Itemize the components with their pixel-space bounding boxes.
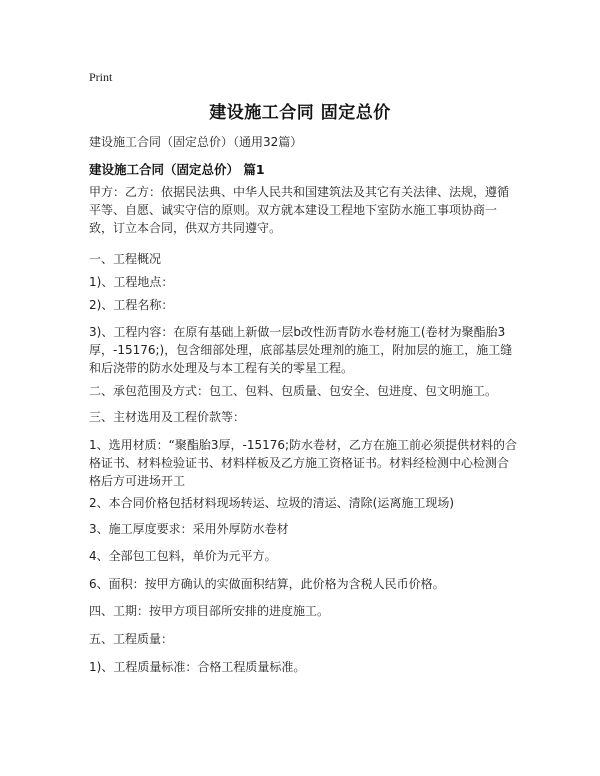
document-title: 建设施工合同 固定总价 [209, 103, 391, 123]
paragraph-project-overview: 一、工程概况 [89, 252, 162, 266]
document-subtitle: 建设施工合同（固定总价）（通用32篇） [89, 135, 303, 149]
paragraph-materials-price: 三、主材选用及工程价款等： [89, 410, 246, 424]
paragraph-project-content: 3)、工程内容：在原有基础上新做一层b改性沥青防水卷材施工(卷材为聚酯胎3厚，-15176;)，包含细部处理，底部基层处理剂的施工，附加层的施工，施工缝和后浇带的防水处理及与本工程有关的零星工程。 [89, 325, 513, 375]
paragraph-schedule: 四、工期：按甲方项目部所安排的进度施工。 [89, 604, 330, 618]
paragraph-thickness: 3、施工厚度要求：采用外厚防水卷材 [89, 522, 289, 536]
paragraph-quality-standard: 1)、工程质量标准：合格工程质量标准。 [89, 660, 306, 674]
paragraph-price-inclusions: 2、本合同价格包括材料现场转运、垃圾的清运、清除(运离施工现场) [89, 496, 455, 510]
paragraph-contract-scope: 二、承包范围及方式：包工、包料、包质量、包安全、包进度、包文明施工。 [89, 384, 498, 398]
section-heading: 建设施工合同（固定总价） 篇1 [89, 162, 265, 177]
paragraph-project-name: 2)、工程名称： [89, 298, 174, 312]
paragraph-unit-price: 4、全部包工包料，单价为元平方。 [89, 549, 277, 563]
paragraph-material-selection: 1、选用材质：“聚酯胎3厚，-15176;防水卷材，乙方在施工前必须提供材料的合格证书、材料检验证书、材料样板及乙方施工资格证书。材料经检测中心检测合格后方可进场开工 [89, 438, 518, 488]
paragraph-preamble: 甲方：乙方：依据民法典、中华人民共和国建筑法及其它有关法律、法规，遵循平等、自愿、诚实守信的原则。双方就本建设工程地下室防水施工事项协商一致，订立本合同，供双方共同遵守。 [89, 185, 510, 235]
paragraph-area: 6、面积：按甲方确认的实做面积结算，此价格为含税人民币价格。 [89, 577, 445, 591]
print-label: Print [89, 70, 113, 84]
paragraph-project-location: 1)、工程地点： [89, 275, 174, 289]
paragraph-quality: 五、工程质量： [89, 632, 174, 646]
